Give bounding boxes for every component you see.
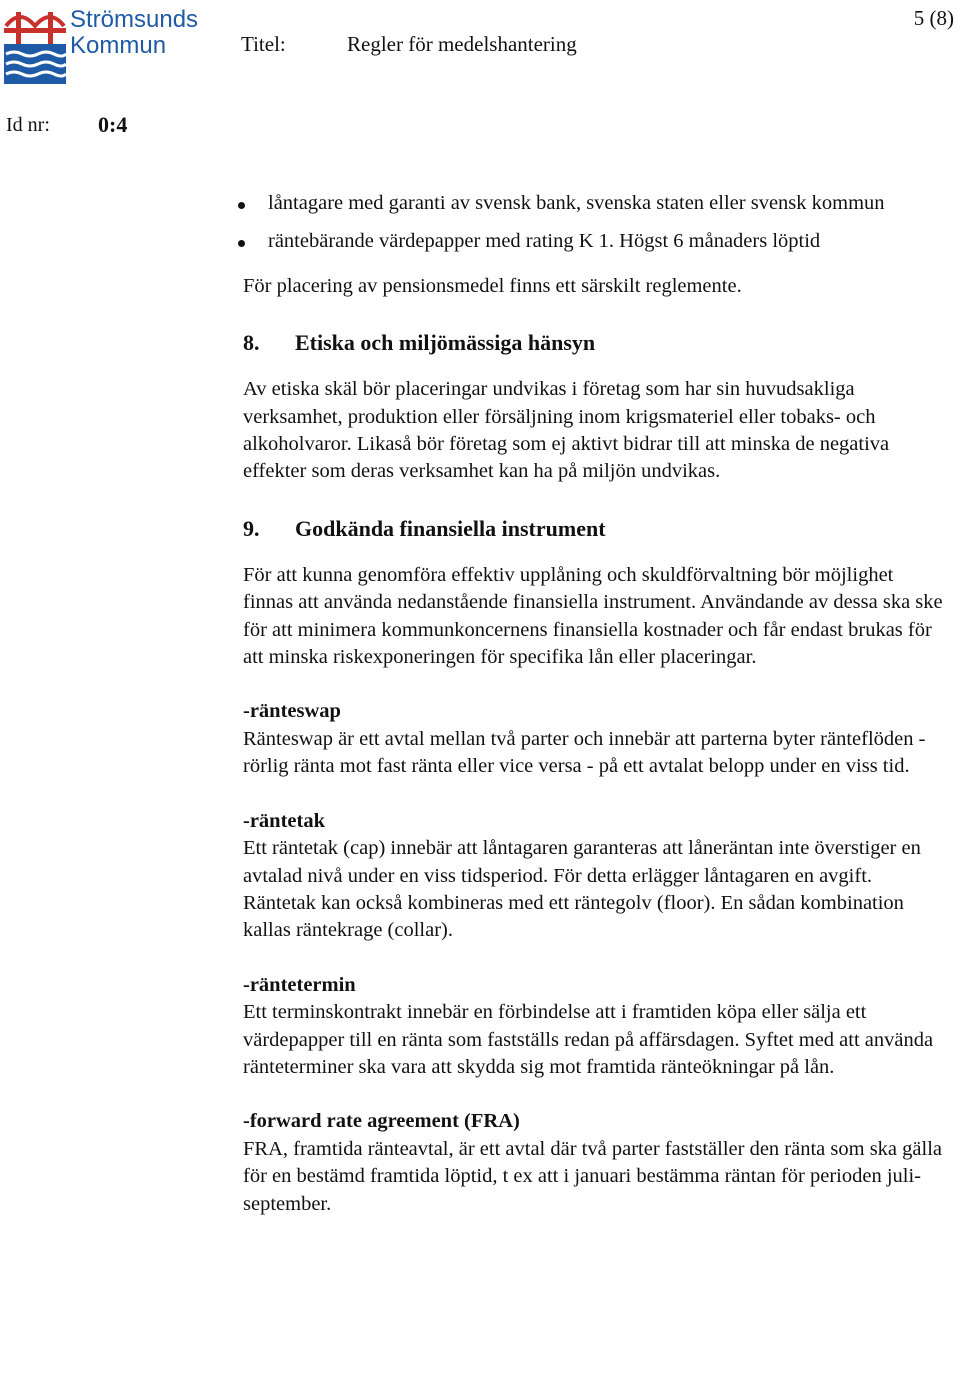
instrument-text: FRA, framtida ränteavtal, är ett avtal där två parter fastställer den ränta som ska gälla för en bestämd framtida löptid, t ex att i januari bestämma räntan för perioden juli-september. bbox=[243, 1137, 942, 1215]
section-title: Godkända finansiella instrument bbox=[295, 515, 606, 541]
list-item bbox=[268, 228, 948, 255]
section-number: 8. bbox=[243, 330, 260, 356]
page-number: 5 (8) bbox=[913, 6, 954, 30]
section-heading bbox=[243, 514, 948, 544]
section-text: Av etiska skäl bör placeringar undvikas i företag som har sin huvudsakliga verksamhet, produktion eller försäljning inom krigsmateriel eller tobaks- och alkoholvaror. Likaså bör företag som ej aktivt bidrar till att minska de negativa effekter som deras verksamhet kan ha på miljön undvikas. bbox=[243, 378, 890, 483]
list-item bbox=[268, 190, 948, 217]
instrument-heading: -räntetak bbox=[243, 809, 325, 832]
instrument-text: Ett terminskontrakt innebär en förbindelse att i framtiden köpa eller sälja ett värdepapper till en ränta som fastställs redan på affärsdagen. Syftet med att använda ränteterminer ska vara att skydda sig mot framtida ränteökningar på lån. bbox=[243, 1001, 934, 1078]
pension-note: För placering av pensionsmedel finns ett särskilt reglemente. bbox=[243, 274, 742, 297]
bridge-logo-icon bbox=[4, 6, 66, 84]
bullet-icon bbox=[238, 202, 245, 209]
section-heading bbox=[243, 328, 948, 358]
document-body bbox=[243, 190, 948, 1218]
instrument-text: Ränteswap är ett avtal mellan två parter och innebär att parterna byter ränteflöden - rörlig ränta mot fast ränta eller vice versa - på ett avtalat belopp under en viss tid. bbox=[243, 727, 926, 778]
logo-name-line2: Kommun bbox=[70, 32, 167, 59]
instrument-heading: -räntetermin bbox=[243, 973, 356, 996]
id-value: 0:4 bbox=[98, 112, 128, 137]
section-title: Etiska och miljömässiga hänsyn bbox=[295, 330, 596, 356]
title-label: Titel: bbox=[241, 32, 286, 56]
section-text: För att kunna genomföra effektiv upplåning och skuldförvaltning bör möjlighet finnas att använda nedanstående finansiella instrument. Användande av dessa ska ske för att minimera kommunkoncernens finansiella kostnader och får endast brukas för att minska riskexponeringen för specifika lån eller placeringar. bbox=[243, 563, 943, 669]
instrument-text: Ett räntetak (cap) innebär att låntagaren garanteras att låneräntan inte överstiger en avtalad nivå under en viss tidsperiod. För detta erlägger låntagaren en avgift. Räntetak kan också kombineras med ett räntegolv (floor). En sådan kombination kallas räntekrage (collar). bbox=[243, 837, 921, 942]
logo-name-line1: Strömsunds bbox=[70, 6, 199, 33]
municipality-logo bbox=[4, 6, 199, 86]
instrument-heading: -forward rate agreement (FRA) bbox=[243, 1110, 520, 1133]
bullet-icon bbox=[238, 240, 245, 247]
document-title: Regler för medelshantering bbox=[347, 32, 577, 56]
bullet-list bbox=[268, 190, 948, 256]
section-number: 9. bbox=[243, 515, 260, 541]
list-item-text: låntagare med garanti av svensk bank, svenska staten eller svensk kommun bbox=[268, 192, 885, 214]
id-label: Id nr: bbox=[6, 114, 50, 136]
instrument-heading: -ränteswap bbox=[243, 700, 341, 723]
list-item-text: räntebärande värdepapper med rating K 1. Högst 6 månaders löptid bbox=[268, 230, 821, 253]
